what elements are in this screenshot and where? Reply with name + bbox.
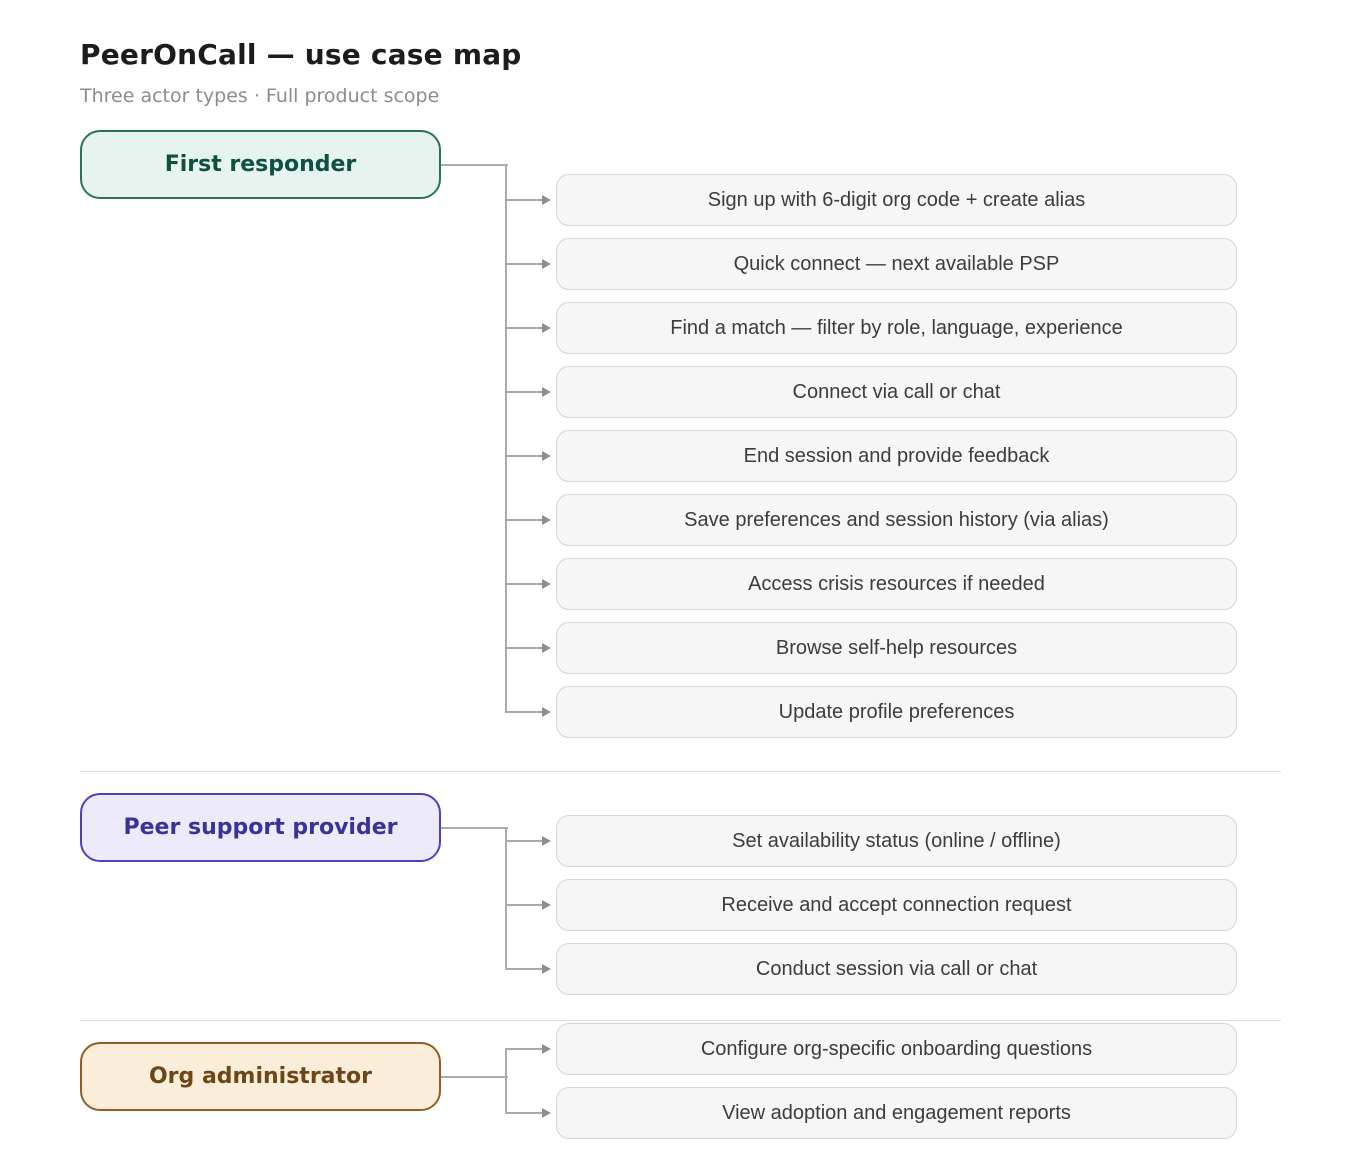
use-case-column-org-administrator: [556, 1023, 1237, 1151]
use-case-box: [556, 494, 1237, 546]
arrow-right-icon: [542, 643, 551, 653]
arrow-right-icon: [542, 387, 551, 397]
actor-box-peer-support-provider: [80, 793, 441, 862]
use-case-label: Conduct session via call or chat: [755, 957, 1038, 980]
connector-line: [506, 327, 542, 329]
connector-line: [506, 1112, 542, 1114]
connector-line: [506, 199, 542, 201]
connector-line: [506, 583, 542, 585]
use-case-label: Quick connect — next available PSP: [733, 252, 1060, 275]
use-case-label: Set availability status (online / offline): [732, 829, 1061, 852]
page-subtitle: Three actor types · Full product scope: [80, 85, 440, 107]
use-case-label: Sign up with 6-digit org code + create alias: [707, 188, 1086, 211]
connector-line: [505, 164, 507, 714]
use-case-label: Browse self-help resources: [775, 636, 1018, 659]
actor-label: Org administrator: [148, 1064, 372, 1089]
page-title: PeerOnCall — use case map: [80, 38, 522, 71]
connector-line: [441, 164, 508, 166]
use-case-box: [556, 558, 1237, 610]
use-case-box: [556, 302, 1237, 354]
use-case-label: Connect via call or chat: [792, 380, 1001, 403]
connector-line: [506, 968, 542, 970]
section-divider: [80, 1020, 1281, 1021]
use-case-box: [556, 815, 1237, 867]
arrow-right-icon: [542, 1108, 551, 1118]
actor-box-org-administrator: [80, 1042, 441, 1111]
use-case-label: End session and provide feedback: [743, 444, 1050, 467]
arrow-right-icon: [542, 515, 551, 525]
actor-box-first-responder: [80, 130, 441, 199]
arrow-right-icon: [542, 195, 551, 205]
arrow-right-icon: [542, 1044, 551, 1054]
use-case-box: [556, 1023, 1237, 1075]
connector-line: [505, 827, 507, 971]
arrow-right-icon: [542, 707, 551, 717]
use-case-column-peer-support-provider: [556, 815, 1237, 1007]
arrow-right-icon: [542, 579, 551, 589]
arrow-right-icon: [542, 836, 551, 846]
connector-line: [441, 827, 508, 829]
use-case-box: [556, 238, 1237, 290]
section-divider: [80, 771, 1281, 772]
use-case-box: [556, 622, 1237, 674]
arrow-right-icon: [542, 900, 551, 910]
use-case-label: Update profile preferences: [778, 700, 1015, 723]
actor-label: First responder: [164, 152, 357, 177]
arrow-right-icon: [542, 451, 551, 461]
connector-line: [506, 904, 542, 906]
arrow-right-icon: [542, 259, 551, 269]
connector-line: [506, 455, 542, 457]
connector-line: [506, 1048, 542, 1050]
arrow-right-icon: [542, 323, 551, 333]
use-case-label: Find a match — filter by role, language, experience: [670, 316, 1123, 339]
connector-line: [506, 840, 542, 842]
use-case-box: [556, 1087, 1237, 1139]
actor-label: Peer support provider: [123, 815, 398, 840]
use-case-label: Configure org-specific onboarding questions: [700, 1037, 1093, 1060]
use-case-box: [556, 879, 1237, 931]
connector-line: [506, 711, 542, 713]
connector-line: [506, 647, 542, 649]
use-case-box: [556, 430, 1237, 482]
connector-line: [506, 519, 542, 521]
connector-line: [506, 263, 542, 265]
connector-line: [506, 391, 542, 393]
use-case-box: [556, 686, 1237, 738]
arrow-right-icon: [542, 964, 551, 974]
use-case-box: [556, 366, 1237, 418]
use-case-box: [556, 943, 1237, 995]
connector-line: [441, 1076, 508, 1078]
use-case-box: [556, 174, 1237, 226]
use-case-label: Save preferences and session history (via alias): [684, 508, 1109, 531]
use-case-column-first-responder: [556, 174, 1237, 750]
use-case-label: Access crisis resources if needed: [748, 572, 1045, 595]
use-case-label: View adoption and engagement reports: [722, 1101, 1071, 1124]
use-case-label: Receive and accept connection request: [721, 893, 1072, 916]
connector-line: [505, 1048, 507, 1114]
